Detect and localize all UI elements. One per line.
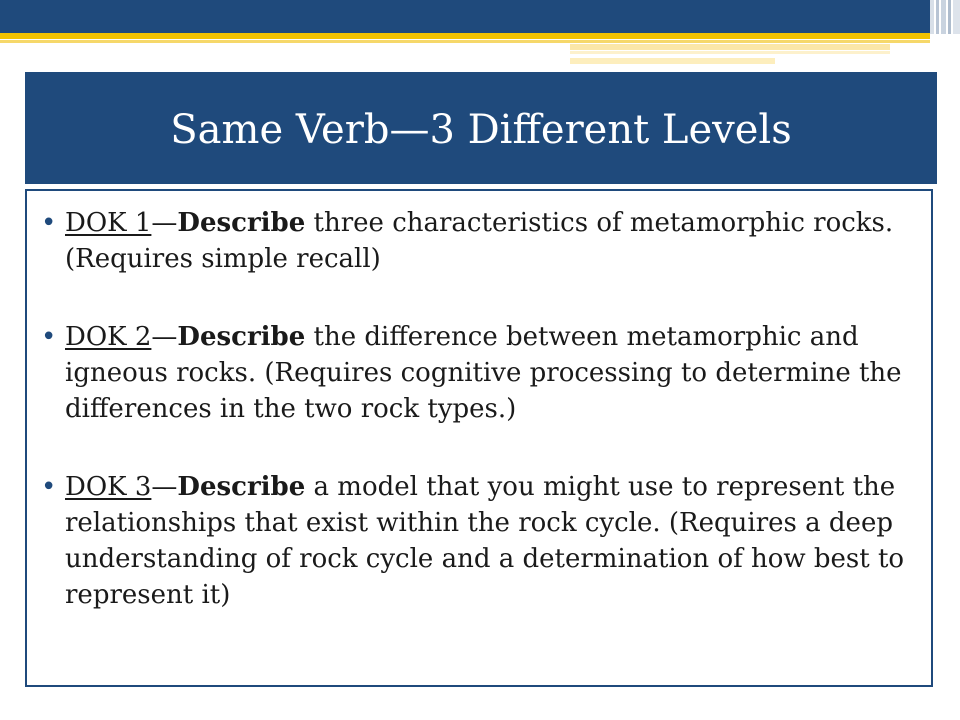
right-edge-stripe bbox=[941, 0, 946, 34]
bullet-item-dok-3 bbox=[41, 469, 923, 613]
top-pale-stripe-thin bbox=[570, 51, 890, 54]
bullet-text: a model that you might use to represent the relationships that exist within the rock cycle. (Requires a deep understanding of rock cycle and a determination of how best to represent it) bbox=[65, 472, 905, 610]
bullet-dot-icon: • bbox=[41, 472, 57, 502]
dash-separator: — bbox=[151, 322, 178, 352]
dok-level-label: DOK 2 bbox=[65, 322, 152, 352]
content-box bbox=[25, 189, 933, 687]
top-pale-stripe-short bbox=[570, 58, 775, 64]
bullet-dot-icon: • bbox=[41, 208, 57, 238]
bullet-text: three characteristics of metamorphic rocks. (Requires simple recall) bbox=[65, 208, 894, 274]
bullet-text: the difference between metamorphic and igneous rocks. (Requires cognitive processing to determine the differences in the two rock types.) bbox=[65, 322, 902, 424]
top-decorative-band bbox=[0, 0, 930, 34]
bullet-list bbox=[27, 191, 931, 613]
dash-separator: — bbox=[151, 472, 178, 502]
top-light-gold-stripe bbox=[0, 40, 930, 43]
right-edge-stripe bbox=[936, 0, 939, 34]
dash-separator: — bbox=[151, 208, 178, 238]
verb-text: Describe bbox=[177, 472, 306, 502]
right-edge-stripe bbox=[953, 0, 960, 34]
bullet-item-dok-2 bbox=[41, 319, 923, 427]
verb-text: Describe bbox=[177, 322, 306, 352]
dok-level-label: DOK 3 bbox=[65, 472, 152, 502]
slide-title: Same Verb—3 Different Levels bbox=[170, 107, 792, 153]
right-edge-stripe bbox=[948, 0, 951, 34]
dok-level-label: DOK 1 bbox=[65, 208, 152, 238]
top-pale-stripe bbox=[570, 44, 890, 50]
bullet-dot-icon: • bbox=[41, 322, 57, 352]
right-edge-stripe bbox=[930, 0, 934, 34]
top-gold-stripe bbox=[0, 33, 930, 39]
title-bar bbox=[25, 72, 937, 184]
verb-text: Describe bbox=[177, 208, 306, 238]
bullet-item-dok-1 bbox=[41, 205, 923, 277]
